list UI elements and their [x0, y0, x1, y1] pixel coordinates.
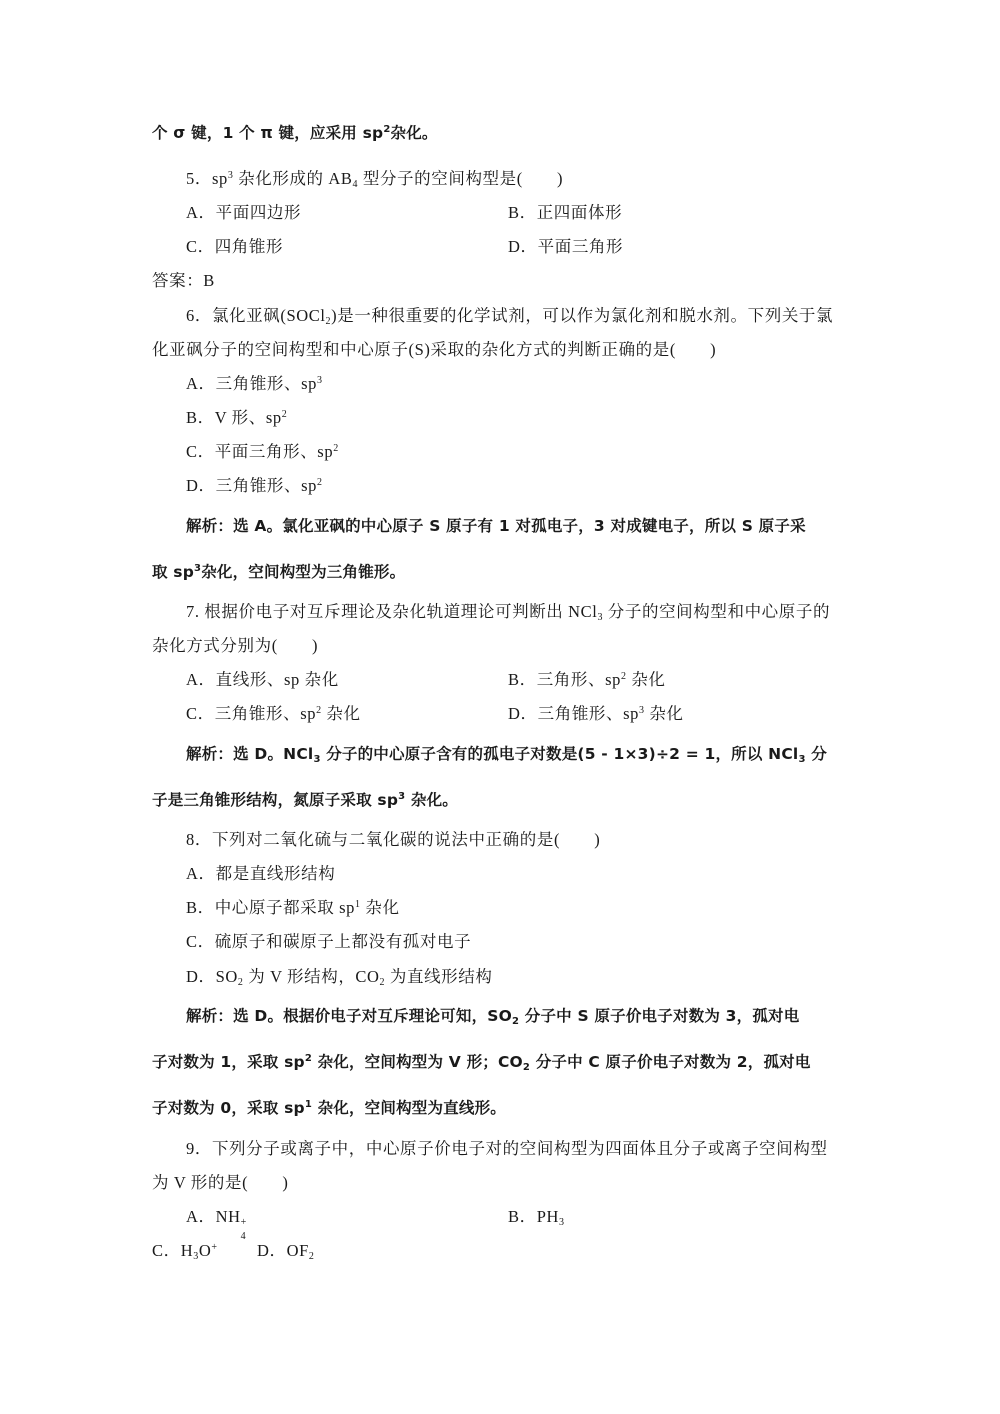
q5-answer: 答案：B: [152, 271, 215, 290]
q6-option-a: [186, 373, 323, 395]
q5-option-a: A．平面四边形: [186, 203, 302, 222]
q8-option-a: A．都是直线形结构: [186, 864, 336, 883]
q7-option-c: [186, 703, 361, 725]
subscript: 2: [512, 1016, 520, 1027]
q9-stem-line2: 为 V 形的是( ): [152, 1173, 289, 1192]
text: 分子的中心原子含有的孤电子对数是(5 - 1×3)÷2 = 1，所以 NCl: [320, 745, 799, 763]
q7-explanation-line1: [186, 743, 827, 765]
q9-option-b: [508, 1206, 565, 1228]
subscript: 2: [325, 316, 332, 327]
text: 型分子的空间构型是( ): [358, 169, 564, 188]
subscript: 3: [313, 754, 321, 765]
text: B．中心原子都采取 sp: [186, 898, 356, 917]
text: D．SO: [186, 967, 238, 986]
text: 为直线形结构: [385, 967, 493, 986]
text: D．三角锥形、sp: [186, 476, 317, 495]
text: O: [198, 1241, 212, 1260]
superscript: 1: [304, 1099, 312, 1110]
text: C．三角锥形、sp: [186, 704, 317, 723]
text: 杂化。: [390, 124, 438, 142]
text: 7. 根据价电子对互斥理论及杂化轨道理论可判断出 NCl: [186, 602, 598, 621]
q7-option-d: [508, 703, 684, 725]
text: 杂化，空间构型为直线形。: [311, 1099, 506, 1117]
q5-option-b: B．正四面体形: [508, 203, 623, 222]
text: 个 σ 键，1 个 π 键，应采用 sp: [152, 124, 384, 142]
text: 杂化，空间构型为 V 形；CO: [311, 1053, 523, 1071]
text: 分: [805, 745, 827, 763]
text: 分子的空间构型和中心原子的: [603, 602, 831, 621]
text: 子对数为 1，采取 sp: [152, 1053, 305, 1071]
q7-option-a: A．直线形、sp 杂化: [186, 670, 339, 689]
q6-stem-line2: 化亚砜分子的空间构型和中心原子(S)采取的杂化方式的判断正确的是( ): [152, 340, 717, 359]
text: 杂化。: [405, 791, 458, 809]
superscript: +: [240, 1217, 247, 1228]
text: 5．sp: [186, 169, 228, 188]
text: 6．氯化亚砜(SOCl: [186, 306, 326, 325]
q7-option-b: [508, 669, 666, 691]
superscript: 2: [304, 1053, 312, 1064]
q9-option-a: [186, 1206, 249, 1242]
q7-stem-line2: 杂化方式分别为( ): [152, 636, 319, 655]
subscript: 2: [237, 977, 244, 988]
text: 杂化: [644, 704, 684, 723]
q8-stem: 8．下列对二氧化硫与二氧化碳的说法中正确的是( ): [186, 830, 601, 849]
q8-option-c: C．硫原子和碳原子上都没有孤对电子: [186, 932, 472, 951]
superscript: 1: [355, 899, 361, 910]
subscript: 4: [352, 179, 359, 190]
q8-explanation-line2: [152, 1051, 811, 1073]
text: B．三角形、sp: [508, 670, 621, 689]
text: 杂化，空间构型为三角锥形。: [201, 563, 406, 581]
q6-option-d: [186, 475, 323, 497]
q5-option-c: C．四角锥形: [186, 237, 284, 256]
text: D．三角锥形、sp: [508, 704, 639, 723]
text: A．NH: [186, 1207, 241, 1226]
superscript: 3: [398, 791, 406, 802]
q9-option-c: [152, 1240, 218, 1262]
text: 杂化: [626, 670, 666, 689]
superscript: 2: [333, 443, 339, 454]
text: D．OF: [257, 1241, 309, 1260]
q6-option-b: [186, 407, 287, 429]
superscript: 3: [194, 563, 202, 574]
q7-explanation-line2: [152, 789, 458, 811]
subscript: 2: [522, 1062, 531, 1073]
q6-stem-line1: [186, 305, 833, 327]
superscript: +: [211, 1242, 218, 1253]
text: )是一种很重要的化学试剂，可以作为氯化剂和脱水剂。下列关于氯: [331, 306, 834, 325]
superscript: 2: [317, 477, 323, 488]
q8-explanation-line3: [152, 1097, 506, 1119]
subscript: 2: [379, 977, 386, 988]
superscript: 3: [639, 705, 645, 716]
q8-explanation-line1: [186, 1005, 799, 1027]
subscript: 3: [559, 1217, 565, 1228]
text: 分子中 S 原子价电子对数为 3，孤对电: [519, 1007, 800, 1025]
superscript: 3: [317, 375, 323, 386]
text: A．三角锥形、sp: [186, 374, 317, 393]
q9-stem-line1: 9．下列分子或离子中，中心原子价电子对的空间构型为四面体且分子或离子空间构型: [186, 1139, 828, 1158]
q6-explanation-line1: 解析：选 A。氯化亚砜的中心原子 S 原子有 1 对孤电子，3 对成键电子，所以 S 原子采: [186, 517, 806, 535]
q6-explanation-line2: [152, 561, 405, 583]
text: 子对数为 0，采取 sp: [152, 1099, 305, 1117]
q7-stem-line1: [186, 601, 830, 623]
superscript: 2: [316, 705, 322, 716]
q8-option-b: [186, 897, 400, 919]
q4-explanation-tail: [152, 122, 438, 144]
text: 杂化形成的 AB: [233, 169, 353, 188]
subscript: 4: [240, 1231, 247, 1242]
text: 解析：选 D。NCl: [186, 745, 314, 763]
q9-option-d: [257, 1240, 315, 1262]
text: B．PH: [508, 1207, 559, 1226]
q5-stem: [186, 168, 563, 190]
superscript: 3: [227, 170, 234, 181]
text: 解析：选 D。根据价电子对互斥理论可知，SO: [186, 1007, 513, 1025]
text: C．平面三角形、sp: [186, 442, 334, 461]
text: 为 V 形结构，CO: [243, 967, 380, 986]
text: B．V 形、sp: [186, 408, 282, 427]
text: 子是三角锥形结构，氮原子采取 sp: [152, 791, 399, 809]
text: 杂化: [360, 898, 400, 917]
q5-option-d: D．平面三角形: [508, 237, 624, 256]
superscript: 2: [620, 671, 627, 682]
subscript: 2: [308, 1251, 315, 1262]
subscript: 3: [798, 754, 806, 765]
q8-option-d: [186, 966, 492, 988]
text: 分子中 C 原子价电子对数为 2，孤对电: [530, 1053, 811, 1071]
subscript: 3: [193, 1251, 199, 1262]
superscript: 2: [383, 124, 391, 135]
text: C．H: [152, 1241, 194, 1260]
text: 取 sp: [152, 563, 195, 581]
text: 杂化: [321, 704, 361, 723]
subscript: 3: [597, 612, 604, 623]
superscript: 2: [281, 409, 288, 420]
q6-option-c: [186, 441, 339, 463]
